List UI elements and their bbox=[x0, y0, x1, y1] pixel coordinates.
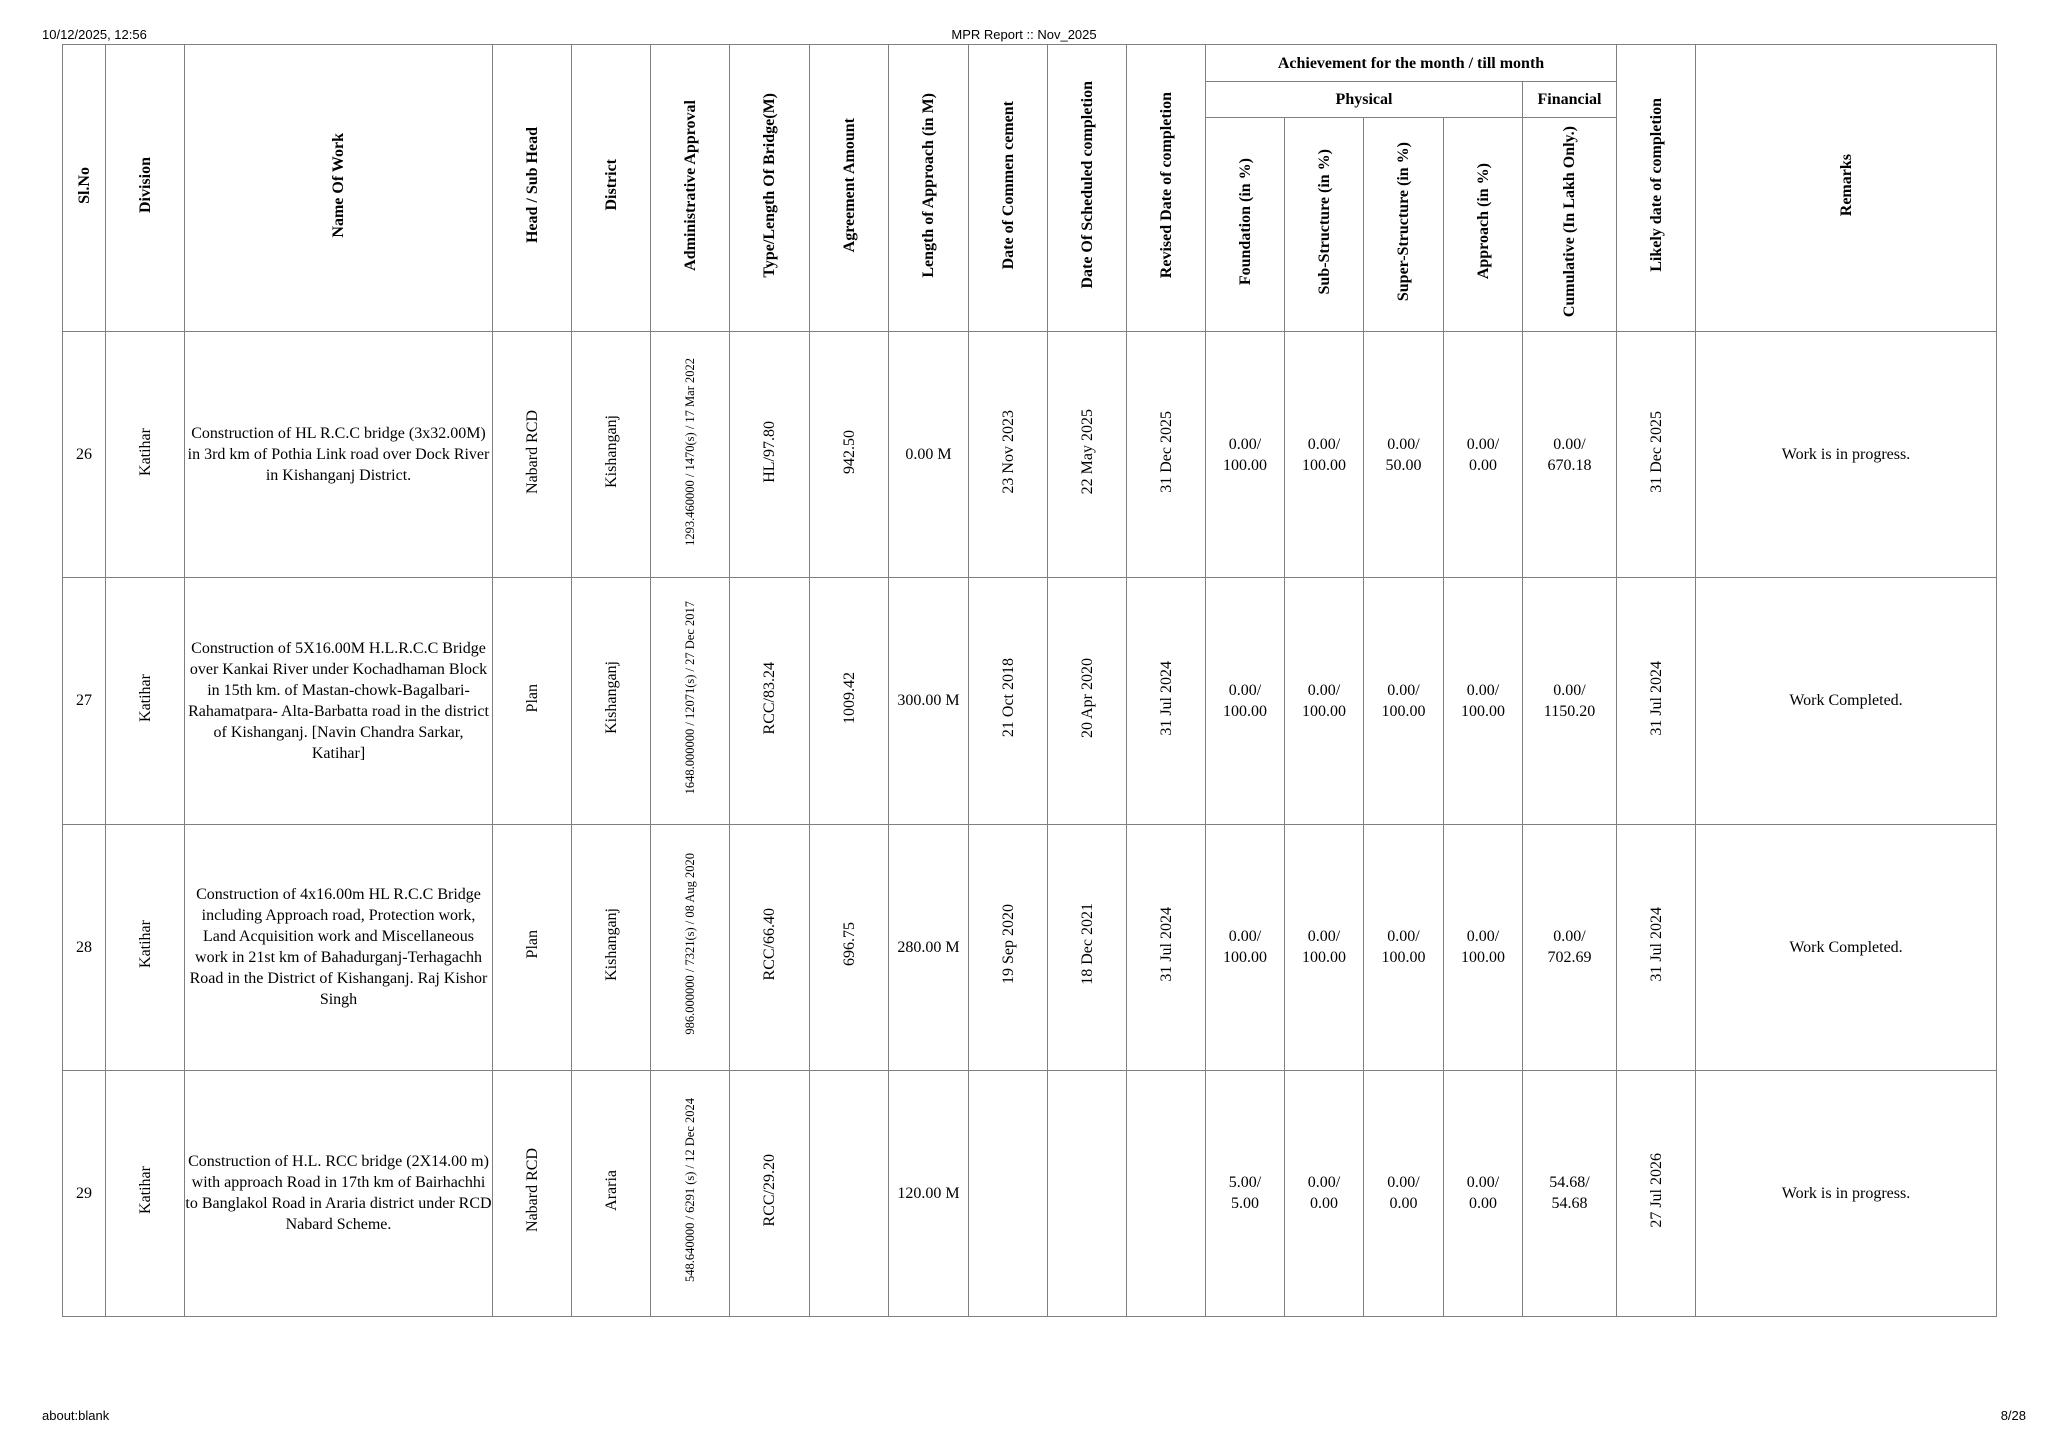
cell-revised-date bbox=[1127, 824, 1206, 1070]
cell-approach bbox=[1444, 332, 1523, 578]
cell-super-structure-line: 0.00/ bbox=[1387, 928, 1420, 946]
cell-super-structure bbox=[1364, 332, 1444, 578]
cell-likely-date-text: 27 Jul 2026 bbox=[1647, 1153, 1665, 1228]
cell-foundation bbox=[1206, 578, 1285, 824]
cell-head bbox=[493, 1070, 572, 1316]
cell-name-of-work: Construction of 4x16.00m HL R.C.C Bridge including Approach road, Protection work, Land Acquisition work and Miscellaneous work in 21st km of Bahadurganj-Terhagachh Road in the District of Kishanganj. Raj Kishor Singh bbox=[185, 824, 493, 1070]
header-date-scheduled: Date Of Scheduled completion bbox=[1048, 45, 1127, 332]
cell-sub-structure-line: 0.00/ bbox=[1307, 1174, 1341, 1192]
cell-likely-date-text: 31 Jul 2024 bbox=[1647, 906, 1665, 982]
cell-foundation bbox=[1206, 824, 1285, 1070]
cell-head bbox=[493, 824, 572, 1070]
cell-division bbox=[106, 824, 185, 1070]
cell-district bbox=[572, 1070, 651, 1316]
cell-foundation-line: 5.00/ bbox=[1228, 1174, 1262, 1192]
header-head: Head / Sub Head bbox=[493, 45, 572, 332]
cell-agreement-amount bbox=[810, 824, 889, 1070]
header-revised-date: Revised Date of completion bbox=[1127, 45, 1206, 332]
header-achievement: Achievement for the month / till month bbox=[1206, 45, 1617, 82]
cell-head bbox=[493, 332, 572, 578]
cell-approach bbox=[1444, 824, 1523, 1070]
cell-super-structure-line: 0.00/ bbox=[1387, 1174, 1420, 1192]
cell-revised-date-text: 31 Dec 2025 bbox=[1157, 410, 1175, 493]
cell-type-length bbox=[730, 1070, 810, 1316]
cell-head-text: Nabard RCD bbox=[523, 1148, 541, 1233]
cell-district-text: Kishanganj bbox=[602, 661, 620, 735]
cell-sub-structure bbox=[1285, 578, 1364, 824]
cell-approach-line: 0.00/ bbox=[1466, 1174, 1500, 1192]
cell-super-structure bbox=[1364, 578, 1444, 824]
header-cumulative: Cumulative (In Lakh Only.) bbox=[1523, 118, 1617, 332]
header-remarks: Remarks bbox=[1696, 45, 1997, 332]
cell-revised-date-text: 31 Jul 2024 bbox=[1157, 906, 1175, 982]
cell-date-scheduled bbox=[1048, 824, 1127, 1070]
cell-foundation-line: 0.00/ bbox=[1228, 928, 1262, 946]
cell-admin-approval bbox=[651, 824, 730, 1070]
cell-sub-structure-line: 100.00 bbox=[1302, 949, 1346, 967]
cell-name-of-work: Construction of 5X16.00M H.L.R.C.C Bridge over Kankai River under Kochadhaman Block in 15th km. of Mastan-chowk-Bagalbari- Rahamatpara- Alta-Barbatta road in the district of Kishanganj. [Navin Chandra Sarkar, Katihar] bbox=[185, 578, 493, 824]
cell-approach-line: 0.00 bbox=[1469, 456, 1497, 474]
cell-length-approach: 120.00 M bbox=[889, 1070, 969, 1316]
cell-approach-line: 0.00/ bbox=[1466, 928, 1500, 946]
cell-admin-approval bbox=[651, 578, 730, 824]
page-number: 8/28 bbox=[2000, 1408, 2026, 1423]
cell-agreement-amount-text: 942.50 bbox=[840, 429, 858, 474]
cell-district bbox=[572, 332, 651, 578]
header-sub-structure: Sub-Structure (in %) bbox=[1285, 118, 1364, 332]
cell-super-structure-line: 100.00 bbox=[1381, 949, 1426, 967]
page-url: about:blank bbox=[42, 1408, 110, 1423]
table-row bbox=[63, 332, 1997, 578]
cell-length-approach: 300.00 M bbox=[889, 578, 969, 824]
cell-likely-date-text: 31 Dec 2025 bbox=[1647, 410, 1665, 493]
cell-agreement-amount bbox=[810, 1070, 889, 1316]
cell-cumulative-line: 54.68 bbox=[1551, 1195, 1588, 1213]
cell-admin-approval-text: 986.000000 / 7321(s) / 08 Aug 2020 bbox=[682, 853, 697, 1035]
cell-revised-date bbox=[1127, 1070, 1206, 1316]
cell-sub-structure bbox=[1285, 1070, 1364, 1316]
header-district: District bbox=[572, 45, 651, 332]
cell-approach-line: 100.00 bbox=[1461, 949, 1505, 967]
cell-slno: 26 bbox=[63, 332, 106, 578]
cell-foundation-line: 0.00/ bbox=[1228, 435, 1262, 453]
cell-division bbox=[106, 332, 185, 578]
report-title: MPR Report :: Nov_2025 bbox=[951, 27, 1097, 42]
cell-sub-structure-line: 0.00/ bbox=[1307, 928, 1341, 946]
header-financial: Financial bbox=[1523, 82, 1617, 118]
cell-district-text: Araria bbox=[602, 1169, 620, 1211]
cell-cumulative-line: 0.00/ bbox=[1553, 928, 1586, 946]
cell-cumulative-line: 0.00/ bbox=[1553, 435, 1586, 453]
cell-approach bbox=[1444, 1070, 1523, 1316]
header-physical: Physical bbox=[1206, 82, 1523, 118]
cell-cumulative bbox=[1523, 332, 1617, 578]
cell-district-text: Kishanganj bbox=[602, 907, 620, 981]
cell-date-scheduled bbox=[1048, 578, 1127, 824]
header-length-approach: Length of Approach (in M) bbox=[889, 45, 969, 332]
cell-date-scheduled-text: 20 Apr 2020 bbox=[1078, 657, 1096, 738]
cell-sub-structure-line: 100.00 bbox=[1302, 702, 1346, 720]
cell-date-commencement-text: 19 Sep 2020 bbox=[999, 904, 1017, 985]
cell-agreement-amount bbox=[810, 578, 889, 824]
header-admin-approval: Administrative Approval bbox=[651, 45, 730, 332]
cell-type-length bbox=[730, 578, 810, 824]
cell-likely-date bbox=[1617, 578, 1696, 824]
cell-sub-structure-line: 0.00 bbox=[1310, 1195, 1338, 1213]
cell-cumulative-line: 670.18 bbox=[1547, 456, 1592, 474]
cell-sub-structure-line: 0.00/ bbox=[1307, 681, 1341, 699]
cell-sub-structure bbox=[1285, 824, 1364, 1070]
header-division: Division bbox=[106, 45, 185, 332]
cell-cumulative bbox=[1523, 824, 1617, 1070]
cell-type-length-text: RCC/83.24 bbox=[761, 661, 778, 735]
cell-super-structure-line: 0.00/ bbox=[1387, 435, 1420, 453]
cell-date-commencement-text: 23 Nov 2023 bbox=[999, 409, 1017, 494]
cell-cumulative bbox=[1523, 1070, 1617, 1316]
cell-head-text: Plan bbox=[523, 683, 541, 713]
cell-division-text: Katihar bbox=[136, 1166, 154, 1215]
cell-length-approach: 280.00 M bbox=[889, 824, 969, 1070]
cell-approach-line: 0.00/ bbox=[1466, 435, 1500, 453]
cell-date-commencement bbox=[969, 1070, 1048, 1316]
table-row bbox=[63, 1070, 1997, 1316]
cell-name-of-work: Construction of H.L. RCC bridge (2X14.00 m) with approach Road in 17th km of Bairhachhi to Banglakol Road in Araria district under RCD Nabard Scheme. bbox=[185, 1070, 493, 1316]
cell-foundation bbox=[1206, 1070, 1285, 1316]
cell-sub-structure bbox=[1285, 332, 1364, 578]
cell-length-approach: 0.00 M bbox=[889, 332, 969, 578]
header-slno: Sl.No bbox=[63, 45, 106, 332]
cell-cumulative bbox=[1523, 578, 1617, 824]
cell-cumulative-line: 1150.20 bbox=[1543, 702, 1596, 720]
cell-date-scheduled bbox=[1048, 1070, 1127, 1316]
cell-division-text: Katihar bbox=[136, 673, 154, 722]
print-timestamp: 10/12/2025, 12:56 bbox=[42, 27, 147, 42]
cell-revised-date bbox=[1127, 332, 1206, 578]
cell-super-structure bbox=[1364, 824, 1444, 1070]
cell-type-length-text: RCC/29.20 bbox=[761, 1154, 778, 1227]
cell-date-scheduled-text: 22 May 2025 bbox=[1078, 408, 1096, 495]
cell-likely-date bbox=[1617, 332, 1696, 578]
cell-remarks: Work Completed. bbox=[1696, 578, 1997, 824]
cell-super-structure-line: 0.00/ bbox=[1387, 681, 1420, 699]
cell-admin-approval-text: 548.640000 / 6291 (s) / 12 Dec 2024 bbox=[682, 1098, 697, 1283]
cell-cumulative-line: 0.00/ bbox=[1553, 681, 1586, 699]
cell-date-commencement bbox=[969, 578, 1048, 824]
cell-slno: 28 bbox=[63, 824, 106, 1070]
cell-foundation-line: 100.00 bbox=[1223, 702, 1267, 720]
cell-remarks: Work is in progress. bbox=[1696, 332, 1997, 578]
cell-approach-line: 0.00 bbox=[1469, 1195, 1497, 1213]
mpr-table bbox=[62, 44, 1997, 1317]
header-super-structure: Super-Structure (in %) bbox=[1364, 118, 1444, 332]
cell-slno: 29 bbox=[63, 1070, 106, 1316]
cell-division-text: Katihar bbox=[136, 920, 154, 969]
cell-division bbox=[106, 578, 185, 824]
cell-likely-date-text: 31 Jul 2024 bbox=[1647, 660, 1665, 736]
header-name-of-work: Name Of Work bbox=[185, 45, 493, 332]
cell-type-length bbox=[730, 332, 810, 578]
cell-head-text: Plan bbox=[523, 929, 541, 959]
header-likely-date: Likely date of completion bbox=[1617, 45, 1696, 332]
cell-approach-line: 0.00/ bbox=[1466, 681, 1500, 699]
cell-division-text: Katihar bbox=[136, 427, 154, 476]
cell-super-structure-line: 50.00 bbox=[1385, 456, 1422, 474]
cell-foundation-line: 100.00 bbox=[1223, 949, 1267, 967]
cell-type-length bbox=[730, 824, 810, 1070]
cell-foundation-line: 100.00 bbox=[1223, 456, 1267, 474]
cell-super-structure bbox=[1364, 1070, 1444, 1316]
cell-sub-structure-line: 0.00/ bbox=[1307, 435, 1341, 453]
cell-approach-line: 100.00 bbox=[1461, 702, 1505, 720]
cell-remarks: Work Completed. bbox=[1696, 824, 1997, 1070]
table-row bbox=[63, 578, 1997, 824]
cell-division bbox=[106, 1070, 185, 1316]
cell-revised-date bbox=[1127, 578, 1206, 824]
header-type-length: Type/Length Of Bridge(M) bbox=[730, 45, 810, 332]
cell-foundation-line: 5.00 bbox=[1231, 1195, 1259, 1213]
cell-foundation-line: 0.00/ bbox=[1228, 681, 1262, 699]
cell-district bbox=[572, 824, 651, 1070]
cell-date-commencement bbox=[969, 332, 1048, 578]
header-date-commencement: Date of Commen cement bbox=[969, 45, 1048, 332]
cell-cumulative-line: 54.68/ bbox=[1549, 1174, 1590, 1192]
cell-head bbox=[493, 578, 572, 824]
cell-approach bbox=[1444, 578, 1523, 824]
cell-likely-date bbox=[1617, 824, 1696, 1070]
cell-date-scheduled-text: 18 Dec 2021 bbox=[1078, 903, 1096, 985]
cell-district-text: Kishanganj bbox=[602, 415, 620, 489]
cell-admin-approval-text: 1648.000000 / 12071(s) / 27 Dec 2017 bbox=[682, 601, 697, 795]
table-row bbox=[63, 824, 1997, 1070]
cell-agreement-amount-text: 696.75 bbox=[840, 922, 858, 967]
cell-admin-approval-text: 1293.460000 / 1470(s) / 17 Mar 2022 bbox=[682, 357, 697, 546]
cell-foundation bbox=[1206, 332, 1285, 578]
cell-super-structure-line: 0.00 bbox=[1389, 1195, 1418, 1213]
cell-agreement-amount-text: 1009.42 bbox=[840, 671, 858, 724]
cell-super-structure-line: 100.00 bbox=[1381, 702, 1426, 720]
cell-date-commencement bbox=[969, 824, 1048, 1070]
cell-date-scheduled bbox=[1048, 332, 1127, 578]
cell-admin-approval bbox=[651, 1070, 730, 1316]
header-agreement-amount: Agreement Amount bbox=[810, 45, 889, 332]
cell-remarks: Work is in progress. bbox=[1696, 1070, 1997, 1316]
header-foundation: Foundation (in %) bbox=[1206, 118, 1285, 332]
cell-admin-approval bbox=[651, 332, 730, 578]
cell-head-text: Nabard RCD bbox=[523, 409, 541, 494]
cell-date-commencement-text: 21 Oct 2018 bbox=[999, 658, 1017, 738]
cell-sub-structure-line: 100.00 bbox=[1302, 456, 1346, 474]
cell-revised-date-text: 31 Jul 2024 bbox=[1157, 660, 1175, 736]
cell-cumulative-line: 702.69 bbox=[1547, 949, 1592, 967]
cell-district bbox=[572, 578, 651, 824]
cell-agreement-amount bbox=[810, 332, 889, 578]
cell-type-length-text: HL/97.80 bbox=[761, 420, 778, 483]
cell-slno: 27 bbox=[63, 578, 106, 824]
header-approach: Approach (in %) bbox=[1444, 118, 1523, 332]
cell-name-of-work: Construction of HL R.C.C bridge (3x32.00M) in 3rd km of Pothia Link road over Dock River in Kishanganj District. bbox=[185, 332, 493, 578]
cell-likely-date bbox=[1617, 1070, 1696, 1316]
cell-type-length-text: RCC/66.40 bbox=[761, 907, 778, 981]
